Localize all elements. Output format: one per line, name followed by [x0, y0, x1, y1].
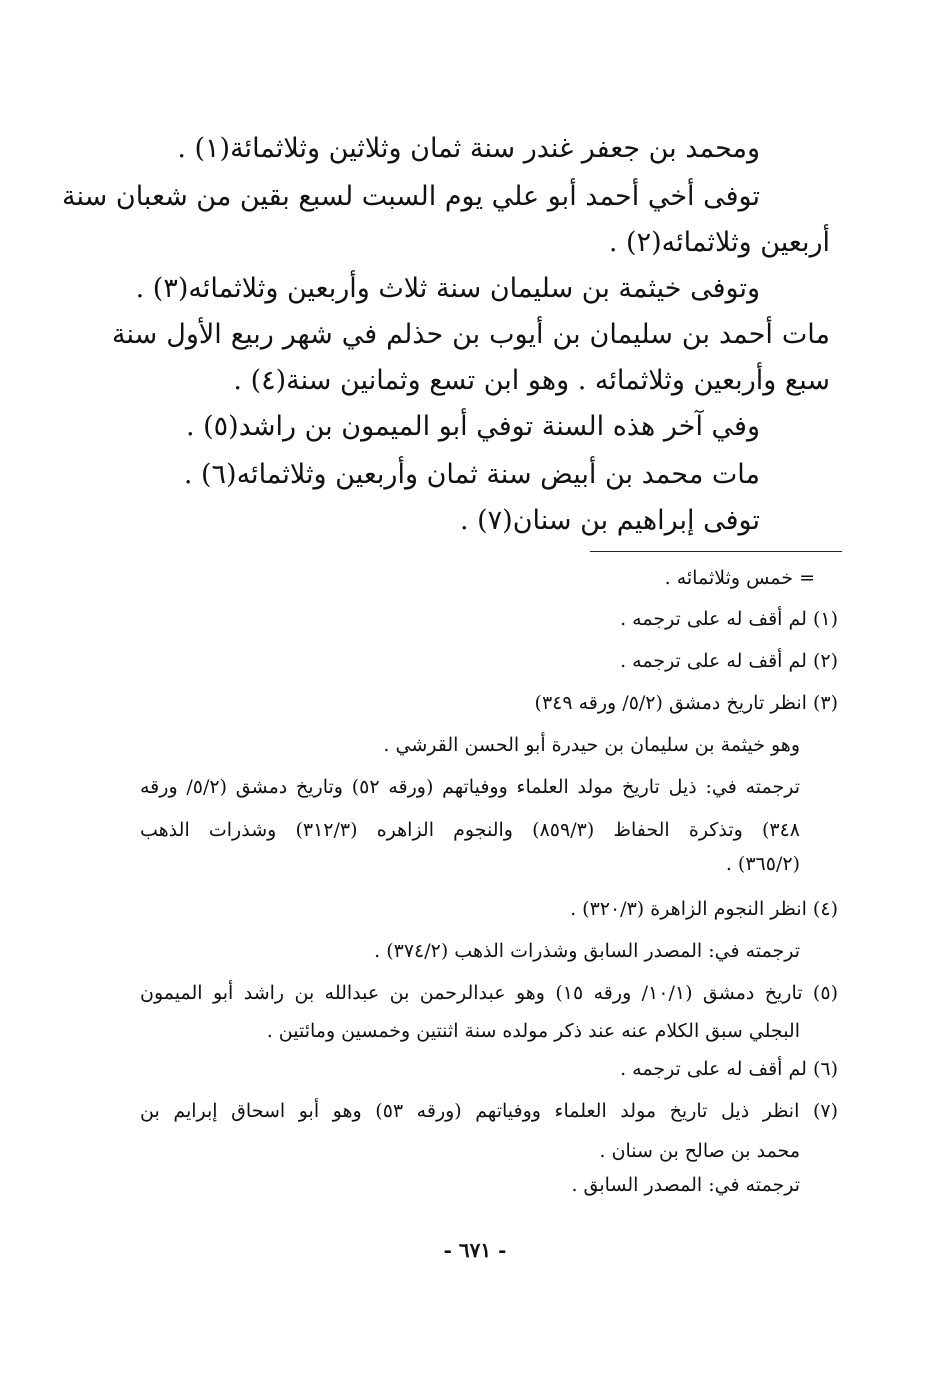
footnote-line: البجلي سبق الكلام عنه عند ذكر مولده سنة اثنتين وخمسين ومائتين .	[266, 1020, 800, 1042]
page-number: - ٦٧١ -	[443, 1238, 507, 1262]
footnote-separator	[590, 551, 842, 552]
body-line: سبع وأربعين وثلاثمائه . وهو ابن تسع وثمانين سنة(٤) .	[233, 365, 830, 396]
body-line: توفى إبراهيم بن سنان(٧) .	[459, 505, 760, 536]
footnote-line: وهو خيثمة بن سليمان بن حيدرة أبو الحسن القرشي .	[383, 734, 800, 756]
body-line: ومحمد بن جعفر غندر سنة ثمان وثلاثين وثلاثمائة(١) .	[177, 133, 760, 164]
body-line: أربعين وثلاثمائه(٢) .	[608, 227, 830, 258]
body-line: وتوفى خيثمة بن سليمان سنة ثلاث وأربعين وثلاثمائه(٣) .	[135, 273, 760, 304]
footnote-line: = خمس وثلاثمائه .	[664, 567, 815, 589]
footnote-line: (٤) انظر النجوم الزاهرة (٣٢٠/٣) .	[570, 898, 838, 920]
footnote-line: ترجمته في: المصدر السابق .	[571, 1174, 800, 1196]
footnote-line: (٦) لم أقف له على ترجمه .	[620, 1058, 838, 1080]
body-line: مات محمد بن أبيض سنة ثمان وأربعين وثلاثمائه(٦) .	[183, 459, 760, 490]
footnote-line: (٣) انظر تاريخ دمشق (٥/٢/ ورقه ٣٤٩)	[534, 692, 838, 714]
footnote-line: (٥) تاريخ دمشق (١٠/١/ ورقه ١٥) وهو عبدالرحمن بن عبدالله بن راشد أبو الميمون	[140, 982, 838, 1004]
footnote-line: ترجمته في: ذيل تاريخ مولد العلماء ووفياتهم (ورقه ٥٢) وتاريخ دمشق (٥/٢/ ورقه	[140, 776, 801, 798]
body-line: توفى أخي أحمد أبو علي يوم السبت لسبع بقين من شعبان سنة	[62, 181, 760, 212]
footnote-line: (٧) انظر ذيل تاريخ مولد العلماء ووفياتهم (ورقه ٥٣) وهو أبو اسحاق إبرايم بن	[140, 1100, 838, 1122]
footnote-line: (٢) لم أقف له على ترجمه .	[620, 650, 838, 672]
footnote-line: (٣٦٥/٢) .	[725, 853, 800, 875]
footnote-line: ٣٤٨) وتذكرة الحفاظ (٨٥٩/٣) والنجوم الزاهره (٣١٢/٣) وشذرات الذهب	[140, 819, 800, 841]
footnote-line: (١) لم أقف له على ترجمه .	[620, 608, 838, 630]
footnote-line: ترجمته في: المصدر السابق وشذرات الذهب (٣٧٤/٢) .	[374, 940, 800, 962]
footnote-line: محمد بن صالح بن سنان .	[599, 1140, 800, 1162]
body-line: مات أحمد بن سليمان بن أيوب بن حذلم في شهر ربيع الأول سنة	[112, 319, 830, 350]
body-line: وفي آخر هذه السنة توفي أبو الميمون بن راشد(٥) .	[185, 411, 760, 442]
